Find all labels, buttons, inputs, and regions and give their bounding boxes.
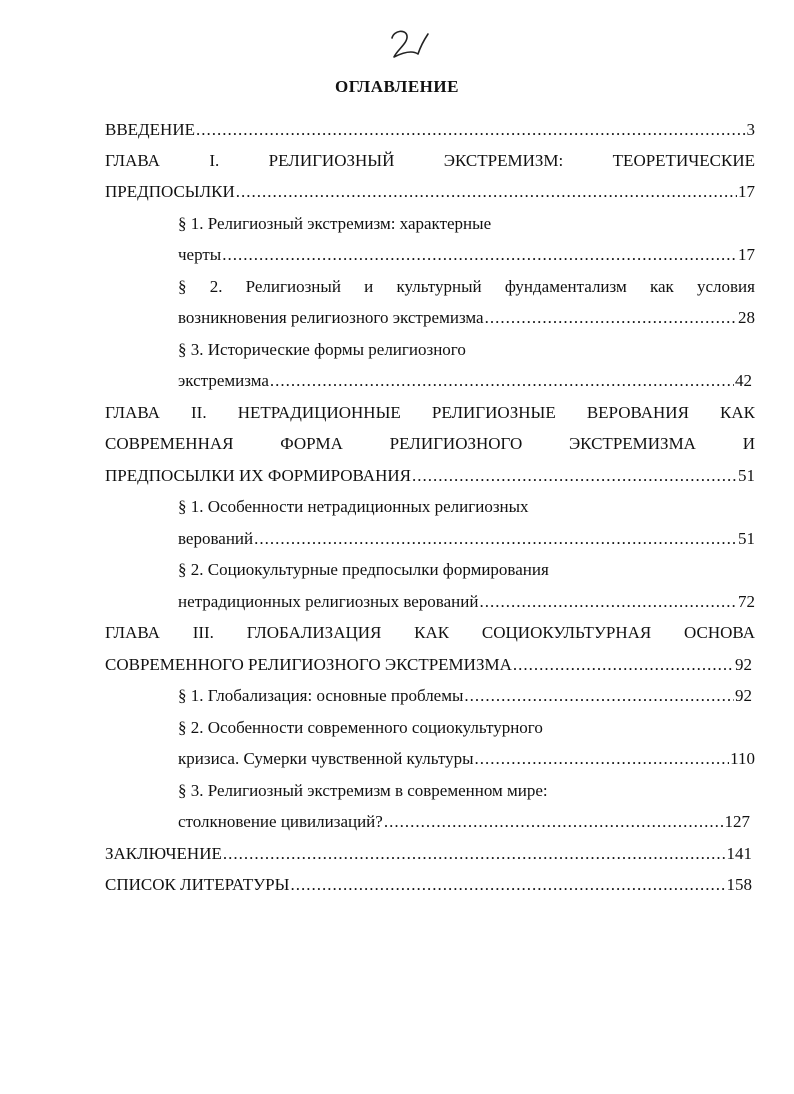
toc-entry-text: ПРЕДПОСЫЛКИ ИХ ФОРМИРОВАНИЯ [105, 466, 411, 485]
toc-section-2-2-line-1 [178, 560, 549, 580]
page-title: ОГЛАВЛЕНИЕ [335, 77, 459, 96]
dot-leader [475, 749, 730, 769]
toc-page-number: 28 [738, 308, 755, 327]
word: ЭКСТРЕМИЗМА [568, 434, 696, 453]
toc-entry-text: ЗАКЛЮЧЕНИЕ [105, 844, 222, 863]
word: I. [209, 151, 220, 170]
toc-page-number: 141 [726, 844, 752, 863]
word: фундаментализм [504, 277, 627, 296]
toc-chapter-2-line-2 [105, 434, 755, 454]
toc-entry-text: ВВЕДЕНИЕ [105, 120, 195, 139]
toc-page-number: 127 [724, 812, 750, 831]
toc-entry-text: возникновения религиозного экстремизма [178, 308, 484, 327]
toc-entry-text: черты [178, 245, 222, 264]
word: II. [191, 403, 207, 422]
toc-section-1-1-line-1 [178, 214, 491, 234]
toc-entry-conclusion [105, 844, 752, 864]
word: III. [192, 623, 214, 642]
toc-chapter-1-line-2 [105, 182, 755, 202]
toc-page-number: 92 [735, 655, 752, 674]
toc-entry-text: СПИСОК ЛИТЕРАТУРЫ [105, 875, 290, 894]
toc-section-1-2-line-1 [178, 277, 755, 297]
toc-page-number: 51 [738, 466, 755, 485]
word: ОСНОВА [684, 623, 755, 642]
toc-entry-text: § 1. Особенности нетрадиционных религиозных [178, 497, 529, 516]
word: КАК [414, 623, 450, 642]
toc-section-2-1-line-2 [178, 529, 755, 549]
toc-chapter-2-line-3 [105, 466, 755, 486]
toc-entry-text: § 1. Глобализация: основные проблемы [178, 686, 464, 705]
toc-section-3-3-line-1 [178, 781, 548, 801]
word: РЕЛИГИОЗНОГО [389, 434, 523, 453]
dot-leader [196, 120, 746, 140]
toc-section-3-2-line-1 [178, 718, 543, 738]
toc-entry-intro [105, 120, 755, 140]
dot-leader [479, 592, 737, 612]
toc-section-1-2-line-2 [178, 308, 755, 328]
toc-entry-text: СОВРЕМЕННОГО РЕЛИГИОЗНОГО ЭКСТРЕМИЗМА [105, 655, 512, 674]
word: 2. [209, 277, 223, 296]
toc-entry-text: § 1. Религиозный экстремизм: характерные [178, 214, 492, 233]
toc-entry-text: столкновение цивилизаций? [178, 812, 383, 831]
toc-entry-text: § 3. Исторические формы религиозного [178, 340, 466, 359]
toc-section-1-3-line-1 [178, 340, 466, 360]
toc-section-3-2-line-2 [178, 749, 755, 769]
word: § [178, 277, 187, 296]
dot-leader [254, 529, 737, 549]
word: ГЛАВА [105, 623, 160, 642]
toc-entry-bibliography [105, 875, 752, 895]
word: КАК [720, 403, 755, 422]
word: СОЦИОКУЛЬТУРНАЯ [481, 623, 652, 642]
toc-entry-text: кризиса. Сумерки чувственной культуры [178, 749, 474, 768]
dot-leader [384, 812, 724, 832]
word: условия [696, 277, 755, 296]
dot-leader [464, 686, 734, 706]
word: СОВРЕМЕННАЯ [105, 434, 234, 453]
word: ВЕРОВАНИЯ [586, 403, 689, 422]
toc-entry-text: экстремизма [178, 371, 269, 390]
word: и [364, 277, 374, 296]
toc-page-number: 17 [738, 245, 755, 264]
toc-page-number: 3 [746, 120, 755, 139]
toc-section-2-2-line-2 [178, 592, 755, 612]
toc-entry-text: нетрадиционных религиозных верований [178, 592, 479, 611]
toc-chapter-2-line-1 [105, 403, 755, 423]
toc-chapter-3-line-1 [105, 623, 755, 643]
toc-section-1-3-line-2 [178, 371, 752, 391]
toc-entry-text: верований [178, 529, 254, 548]
toc-entry-text: § 2. Социокультурные предпосылки формирования [178, 560, 549, 579]
word: культурный [396, 277, 482, 296]
toc-entry-text: § 3. Религиозный экстремизм в современном мире: [178, 781, 548, 800]
word: ФОРМА [280, 434, 343, 453]
toc-entry-text: § 2. Особенности современного социокультурного [178, 718, 543, 737]
dot-leader [223, 844, 726, 864]
dot-leader [485, 308, 737, 328]
toc-section-3-1 [178, 686, 752, 706]
handwritten-page-number [380, 26, 440, 62]
dot-leader [412, 466, 737, 486]
word: НЕТРАДИЦИОННЫЕ [237, 403, 401, 422]
dot-leader [290, 875, 725, 895]
toc-chapter-1-line-1 [105, 151, 755, 171]
toc-entry-text: ПРЕДПОСЫЛКИ [105, 182, 235, 201]
word: Религиозный [245, 277, 341, 296]
word: РЕЛИГИОЗНЫЕ [431, 403, 556, 422]
word: И [742, 434, 755, 453]
word: РЕЛИГИОЗНЫЙ [268, 151, 395, 170]
word: ГЛАВА [105, 403, 160, 422]
dot-leader [222, 245, 737, 265]
dot-leader [270, 371, 734, 391]
toc-page-number: 92 [735, 686, 752, 705]
toc-page-number: 42 [735, 371, 752, 390]
toc-page-number: 17 [738, 182, 755, 201]
toc-section-1-1-line-2 [178, 245, 755, 265]
toc-chapter-3-line-2 [105, 655, 752, 675]
toc-page-number: 72 [738, 592, 755, 611]
word: ЭКСТРЕМИЗМ: [443, 151, 564, 170]
word: как [649, 277, 674, 296]
toc-section-2-1-line-1 [178, 497, 529, 517]
toc-section-3-3-line-2 [178, 812, 750, 832]
dot-leader [236, 182, 737, 202]
word: ГЛОБАЛИЗАЦИЯ [246, 623, 382, 642]
word: ТЕОРЕТИЧЕСКИЕ [612, 151, 755, 170]
word: ГЛАВА [105, 151, 160, 170]
dot-leader [513, 655, 734, 675]
toc-page-number: 110 [730, 749, 755, 768]
toc-page-number: 158 [726, 875, 752, 894]
toc-page-number: 51 [738, 529, 755, 548]
